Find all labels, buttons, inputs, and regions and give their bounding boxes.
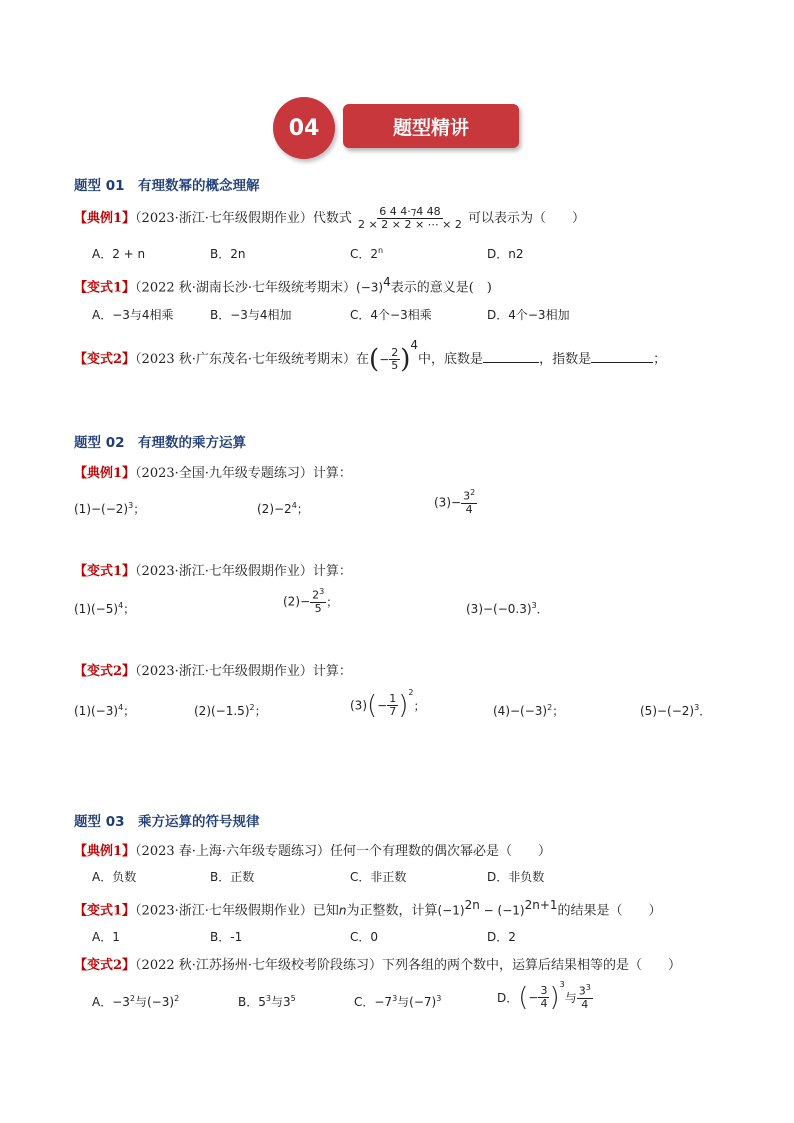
option-c: C．0: [350, 930, 379, 944]
s2-q3-e: $(5)-(-2)^3$．: [640, 703, 712, 718]
s3-q1: 【典例1】（2023 春·上海·六年级专题练习）任何一个有理数的偶次幂必是（ ）: [74, 844, 552, 859]
option-d: D．4个−3相加: [487, 308, 570, 322]
option-b: B．2n: [210, 247, 246, 261]
s2-q3: 【变式2】（2023·浙江·七年级假期作业）计算：: [74, 664, 352, 679]
s3-q2: 【变式1】（2023·浙江·七年级假期作业）已知n为正整数，计算$(-1)^{2n} - (-1)^{2n+1}$的结果是（ ）: [74, 898, 662, 919]
s2-q1-c: (3)− $\frac{3^2}{4}$: [434, 488, 476, 516]
answer-blank[interactable]: [591, 362, 653, 363]
option-c: C．非正数: [350, 870, 407, 884]
option-b: B．$5^3$与$3^5$: [238, 994, 296, 1009]
s1-q3: 【变式2】（2023 秋·广东茂名·七年级统考期末）在(− $\frac{2}{5}$ )$^4$中，底数是 ，指数是 ；: [74, 338, 667, 375]
s2-q1-b: $(2)-2^4$；: [257, 501, 309, 516]
s2-q2-a: $(1)(-5)^4$；: [74, 601, 136, 616]
option-c: C．$-7^3$与$(-7)^3$: [354, 994, 442, 1009]
option-d: D．2: [487, 930, 516, 944]
option-d: D．n2: [487, 247, 524, 261]
option-a: A．2 + n: [92, 247, 146, 261]
option-a: A．负数: [92, 870, 137, 884]
s2-q2-b: (2)− $\frac{2^3}{5}$ ；: [283, 587, 339, 615]
section-1-title: 题型 01 有理数幂的概念理解: [74, 178, 260, 194]
option-b: B．−3与4相加: [210, 308, 292, 322]
s1-q1: [74, 206, 585, 231]
section-3-title: 题型 03 乘方运算的符号规律: [74, 814, 260, 830]
s3-q3: 【变式2】（2022 秋·江苏扬州·七年级校考阶段练习）下列各组的两个数中，运算后结果相等的是（ ）: [74, 958, 682, 973]
q-source: （2023·浙江·七年级假期作业）代数式: [135, 211, 352, 227]
q-tag: 【典例1】: [74, 211, 136, 227]
section-title-banner: 题型精讲: [343, 104, 519, 148]
section-2-title: 题型 02 有理数的乘方运算: [74, 435, 246, 451]
s2-q3-a: $(1)(-3)^4$；: [74, 703, 136, 718]
option-d: D．(− $\frac{3}{4}$ )$^3$与 $\frac{3^3}{4}$: [497, 980, 591, 1013]
option-a: A．−3与4相乘: [92, 308, 174, 322]
s2-q1-a: $(1)-(-2)^3$；: [74, 501, 146, 516]
option-a: A．$-3^2$与$(-3)^2$: [92, 994, 180, 1009]
option-d: D．非负数: [487, 870, 545, 884]
s2-q2-c: $(3)-(-0.3)^3$．: [466, 601, 549, 616]
option-b: B．-1: [210, 930, 243, 944]
fraction: $\frac{6 4 4\cdot⁊4 48}{2 \times 2 \times 2 \times \cdots \times 2}$: [358, 205, 462, 232]
s2-q3-b: $(2)(-1.5)^2$；: [194, 703, 267, 718]
section-number-badge: 04: [273, 97, 335, 159]
s2-q3-d: $(4)-(-3)^2$；: [493, 703, 565, 718]
option-c: C．4个−3相乘: [350, 308, 432, 322]
option-b: B．正数: [210, 870, 255, 884]
answer-blank[interactable]: [483, 362, 539, 363]
option-c: C．2$^n$: [350, 246, 384, 261]
s2-q2: 【变式1】（2023·浙江·七年级假期作业）计算：: [74, 564, 352, 579]
q-tail: 可以表示为（ ）: [468, 211, 586, 227]
s2-q3-c: (3)(− $\frac{1}{7}$ )$^2$；: [350, 688, 426, 721]
s2-q1: 【典例1】（2023·全国·九年级专题练习）计算：: [74, 466, 352, 481]
s1-q2: 【变式1】（2022 秋·湖南长沙·七年级统考期末）$(-3)^4$表示的意义是( ): [74, 275, 492, 296]
option-a: A．1: [92, 930, 120, 944]
